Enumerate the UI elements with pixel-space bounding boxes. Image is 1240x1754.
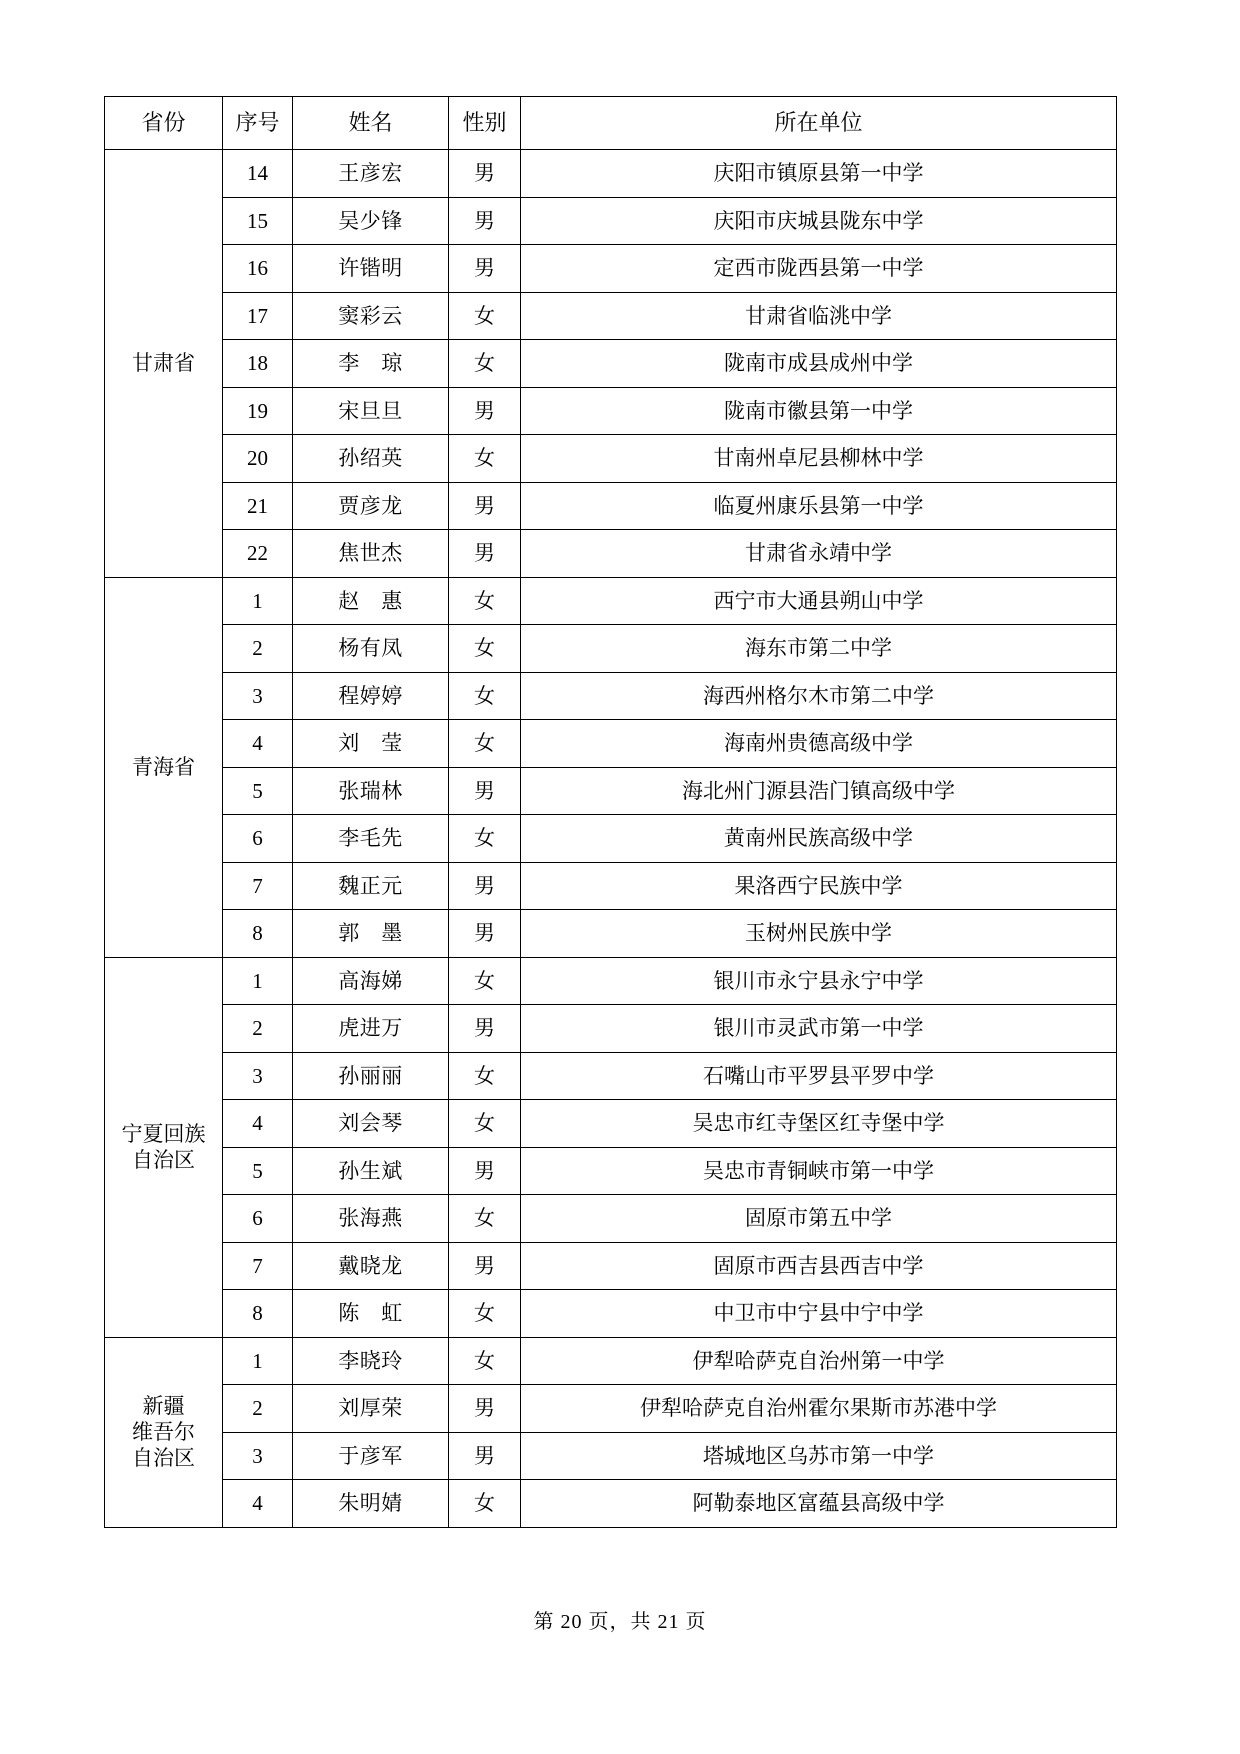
unit-cell: 银川市灵武市第一中学 (521, 1005, 1117, 1053)
name-cell: 李晓玲 (293, 1337, 449, 1385)
gender-cell: 女 (449, 625, 521, 673)
table-row (105, 340, 1117, 388)
table-header-row (105, 97, 1117, 150)
gender-cell: 女 (449, 672, 521, 720)
gender-cell: 男 (449, 245, 521, 293)
table-row (105, 1005, 1117, 1053)
index-cell: 21 (223, 482, 293, 530)
unit-cell: 固原市西吉县西吉中学 (521, 1242, 1117, 1290)
name-cell: 孙丽丽 (293, 1052, 449, 1100)
index-cell: 2 (223, 1385, 293, 1433)
unit-cell: 中卫市中宁县中宁中学 (521, 1290, 1117, 1338)
column-header-province: 省份 (105, 97, 223, 150)
name-cell: 张瑞林 (293, 767, 449, 815)
gender-cell: 女 (449, 292, 521, 340)
gender-cell: 女 (449, 435, 521, 483)
index-cell: 15 (223, 197, 293, 245)
province-cell: 新疆 维吾尔 自治区 (105, 1337, 223, 1527)
index-cell: 16 (223, 245, 293, 293)
name-cell: 李 琼 (293, 340, 449, 388)
gender-cell: 男 (449, 387, 521, 435)
table-row (105, 1385, 1117, 1433)
index-cell: 17 (223, 292, 293, 340)
unit-cell: 阿勒泰地区富蕴县高级中学 (521, 1480, 1117, 1528)
table-row (105, 1480, 1117, 1528)
table-row (105, 625, 1117, 673)
unit-cell: 伊犁哈萨克自治州霍尔果斯市苏港中学 (521, 1385, 1117, 1433)
unit-cell: 石嘴山市平罗县平罗中学 (521, 1052, 1117, 1100)
name-cell: 虎进万 (293, 1005, 449, 1053)
name-cell: 赵 惠 (293, 577, 449, 625)
table-row (105, 530, 1117, 578)
unit-cell: 塔城地区乌苏市第一中学 (521, 1432, 1117, 1480)
column-header-name: 姓名 (293, 97, 449, 150)
gender-cell: 女 (449, 957, 521, 1005)
index-cell: 4 (223, 720, 293, 768)
gender-cell: 男 (449, 1147, 521, 1195)
column-header-unit: 所在单位 (521, 97, 1117, 150)
unit-cell: 定西市陇西县第一中学 (521, 245, 1117, 293)
province-cell: 甘肃省 (105, 150, 223, 578)
table-row (105, 1432, 1117, 1480)
table-row (105, 197, 1117, 245)
table-row (105, 910, 1117, 958)
table-row (105, 1337, 1117, 1385)
gender-cell: 男 (449, 1242, 521, 1290)
table-row (105, 720, 1117, 768)
table-header (105, 97, 1117, 150)
province-cell: 宁夏回族 自治区 (105, 957, 223, 1337)
unit-cell: 海东市第二中学 (521, 625, 1117, 673)
unit-cell: 陇南市成县成州中学 (521, 340, 1117, 388)
unit-cell: 庆阳市镇原县第一中学 (521, 150, 1117, 198)
index-cell: 5 (223, 767, 293, 815)
unit-cell: 伊犁哈萨克自治州第一中学 (521, 1337, 1117, 1385)
unit-cell: 固原市第五中学 (521, 1195, 1117, 1243)
page-number: 第 20 页，共 21 页 (533, 1611, 707, 1633)
name-cell: 郭 墨 (293, 910, 449, 958)
index-cell: 20 (223, 435, 293, 483)
gender-cell: 女 (449, 1290, 521, 1338)
table-row (105, 672, 1117, 720)
table-row (105, 577, 1117, 625)
unit-cell: 银川市永宁县永宁中学 (521, 957, 1117, 1005)
gender-cell: 男 (449, 530, 521, 578)
index-cell: 2 (223, 625, 293, 673)
index-cell: 7 (223, 862, 293, 910)
gender-cell: 男 (449, 862, 521, 910)
gender-cell: 女 (449, 577, 521, 625)
gender-cell: 女 (449, 1337, 521, 1385)
table-row (105, 387, 1117, 435)
gender-cell: 男 (449, 767, 521, 815)
unit-cell: 甘南州卓尼县柳林中学 (521, 435, 1117, 483)
unit-cell: 临夏州康乐县第一中学 (521, 482, 1117, 530)
index-cell: 6 (223, 815, 293, 863)
index-cell: 1 (223, 1337, 293, 1385)
unit-cell: 果洛西宁民族中学 (521, 862, 1117, 910)
index-cell: 3 (223, 672, 293, 720)
table-row (105, 1195, 1117, 1243)
index-cell: 3 (223, 1052, 293, 1100)
gender-cell: 男 (449, 482, 521, 530)
unit-cell: 西宁市大通县朔山中学 (521, 577, 1117, 625)
gender-cell: 女 (449, 1052, 521, 1100)
index-cell: 6 (223, 1195, 293, 1243)
name-cell: 孙生斌 (293, 1147, 449, 1195)
index-cell: 4 (223, 1100, 293, 1148)
roster-table (104, 96, 1117, 1528)
gender-cell: 女 (449, 815, 521, 863)
unit-cell: 甘肃省永靖中学 (521, 530, 1117, 578)
unit-cell: 陇南市徽县第一中学 (521, 387, 1117, 435)
index-cell: 7 (223, 1242, 293, 1290)
table-body (105, 150, 1117, 1528)
gender-cell: 女 (449, 720, 521, 768)
gender-cell: 男 (449, 197, 521, 245)
name-cell: 刘 莹 (293, 720, 449, 768)
index-cell: 1 (223, 577, 293, 625)
name-cell: 杨有凤 (293, 625, 449, 673)
name-cell: 朱明婧 (293, 1480, 449, 1528)
unit-cell: 庆阳市庆城县陇东中学 (521, 197, 1117, 245)
index-cell: 2 (223, 1005, 293, 1053)
name-cell: 李毛先 (293, 815, 449, 863)
province-cell: 青海省 (105, 577, 223, 957)
table-row (105, 245, 1117, 293)
index-cell: 8 (223, 910, 293, 958)
table-row (105, 1100, 1117, 1148)
name-cell: 孙绍英 (293, 435, 449, 483)
unit-cell: 玉树州民族中学 (521, 910, 1117, 958)
name-cell: 于彦军 (293, 1432, 449, 1480)
table-row (105, 1290, 1117, 1338)
index-cell: 3 (223, 1432, 293, 1480)
index-cell: 18 (223, 340, 293, 388)
table-row (105, 1147, 1117, 1195)
table-row (105, 435, 1117, 483)
name-cell: 窦彩云 (293, 292, 449, 340)
name-cell: 许锴明 (293, 245, 449, 293)
gender-cell: 男 (449, 1385, 521, 1433)
gender-cell: 女 (449, 1480, 521, 1528)
gender-cell: 男 (449, 150, 521, 198)
unit-cell: 海北州门源县浩门镇高级中学 (521, 767, 1117, 815)
table-row (105, 150, 1117, 198)
unit-cell: 甘肃省临洮中学 (521, 292, 1117, 340)
gender-cell: 男 (449, 1432, 521, 1480)
table-row (105, 767, 1117, 815)
table-row (105, 862, 1117, 910)
index-cell: 1 (223, 957, 293, 1005)
gender-cell: 男 (449, 1005, 521, 1053)
unit-cell: 海西州格尔木市第二中学 (521, 672, 1117, 720)
name-cell: 魏正元 (293, 862, 449, 910)
name-cell: 王彦宏 (293, 150, 449, 198)
table-row (105, 482, 1117, 530)
index-cell: 19 (223, 387, 293, 435)
table-row (105, 957, 1117, 1005)
gender-cell: 女 (449, 1195, 521, 1243)
name-cell: 戴晓龙 (293, 1242, 449, 1290)
index-cell: 14 (223, 150, 293, 198)
name-cell: 张海燕 (293, 1195, 449, 1243)
table-row (105, 815, 1117, 863)
unit-cell: 黄南州民族高级中学 (521, 815, 1117, 863)
name-cell: 陈 虹 (293, 1290, 449, 1338)
name-cell: 刘厚荣 (293, 1385, 449, 1433)
name-cell: 高海娣 (293, 957, 449, 1005)
gender-cell: 男 (449, 910, 521, 958)
column-header-gender: 性别 (449, 97, 521, 150)
page-footer (0, 1605, 1240, 1634)
name-cell: 焦世杰 (293, 530, 449, 578)
index-cell: 8 (223, 1290, 293, 1338)
index-cell: 22 (223, 530, 293, 578)
unit-cell: 吴忠市红寺堡区红寺堡中学 (521, 1100, 1117, 1148)
name-cell: 贾彦龙 (293, 482, 449, 530)
name-cell: 吴少锋 (293, 197, 449, 245)
name-cell: 程婷婷 (293, 672, 449, 720)
gender-cell: 女 (449, 1100, 521, 1148)
gender-cell: 女 (449, 340, 521, 388)
column-header-index: 序号 (223, 97, 293, 150)
unit-cell: 海南州贵德高级中学 (521, 720, 1117, 768)
name-cell: 刘会琴 (293, 1100, 449, 1148)
index-cell: 5 (223, 1147, 293, 1195)
name-cell: 宋旦旦 (293, 387, 449, 435)
table-row (105, 1242, 1117, 1290)
index-cell: 4 (223, 1480, 293, 1528)
table-row (105, 292, 1117, 340)
unit-cell: 吴忠市青铜峡市第一中学 (521, 1147, 1117, 1195)
table-row (105, 1052, 1117, 1100)
